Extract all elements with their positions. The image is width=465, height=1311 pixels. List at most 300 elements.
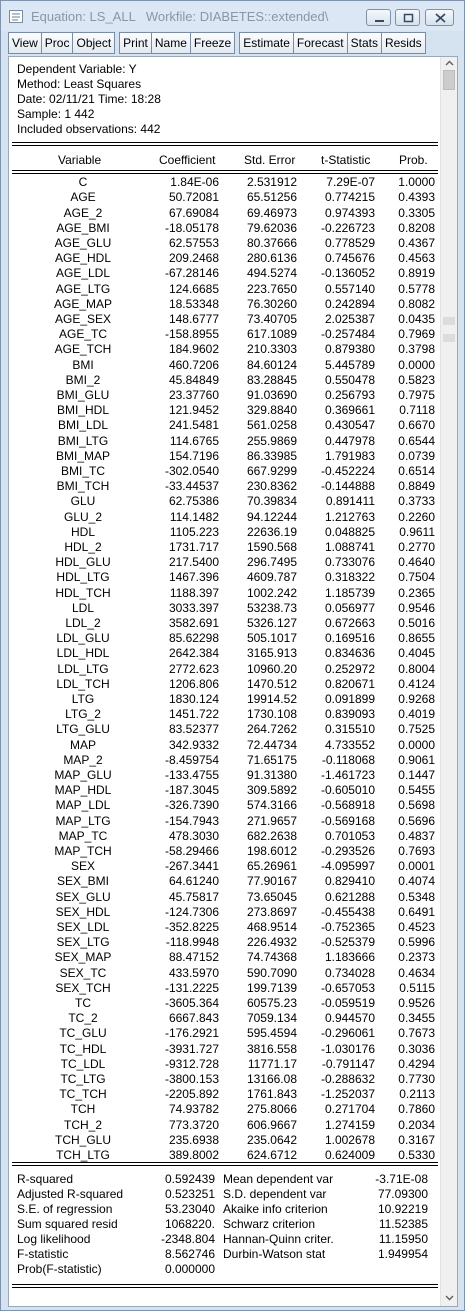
prob-cell: 0.9546 xyxy=(398,600,435,615)
table-row xyxy=(9,677,435,692)
table-row xyxy=(9,768,435,783)
t-statistic-cell: -0.657053 xyxy=(320,980,375,995)
stat-label xyxy=(223,1262,373,1277)
prob-cell: 0.5996 xyxy=(398,935,435,950)
coefficient-cell: 85.62298 xyxy=(168,631,219,646)
stat-value: 0.523251 xyxy=(164,1187,215,1201)
stat-value: 11.52385 xyxy=(378,1217,428,1231)
coefficient-cell: 18.53348 xyxy=(168,296,219,311)
prob-cell: 0.8208 xyxy=(398,220,435,235)
table-row xyxy=(9,616,435,631)
coefficient-cell: -326.7390 xyxy=(164,798,219,813)
table-row xyxy=(9,981,435,996)
prob-cell: 0.5115 xyxy=(399,980,435,995)
table-row xyxy=(9,479,435,494)
t-statistic-cell: -1.461723 xyxy=(320,768,375,783)
std-error-cell: 595.4594 xyxy=(246,1026,297,1041)
stats-row xyxy=(17,1232,428,1247)
variable-cell: BMI_GLU xyxy=(56,387,110,402)
std-error-cell: 667.9299 xyxy=(246,463,297,478)
coefficient-cell: 45.84849 xyxy=(168,372,219,387)
std-error-cell: 624.6712 xyxy=(246,1148,297,1163)
table-row xyxy=(9,829,435,844)
prob-cell: 0.7525 xyxy=(398,722,435,737)
coefficient-cell: 3033.397 xyxy=(168,600,219,615)
table-row xyxy=(9,327,435,342)
table-row xyxy=(9,1133,435,1148)
prob-cell: 0.4634 xyxy=(398,965,435,980)
coefficient-cell: -33.44537 xyxy=(164,479,219,494)
stat-value: 11.15950 xyxy=(378,1232,428,1246)
table-row xyxy=(9,692,435,707)
forecast-button[interactable]: Forecast xyxy=(293,32,348,54)
std-error-cell: 76.30260 xyxy=(246,296,297,311)
table-row xyxy=(9,935,435,950)
std-error-cell: 7059.134 xyxy=(246,1011,297,1026)
title-bar[interactable] xyxy=(1,1,464,31)
prob-cell: 0.7673 xyxy=(398,1026,435,1041)
prob-cell: 0.2770 xyxy=(398,539,435,554)
t-statistic-cell: -0.226723 xyxy=(320,220,375,235)
variable-cell: SEX_MAP xyxy=(54,950,112,965)
column-header-t-statistic: t-Statistic xyxy=(321,153,371,167)
prob-cell: 0.8082 xyxy=(398,296,435,311)
std-error-cell: 19914.52 xyxy=(246,692,297,706)
variable-cell: TC_HDL xyxy=(59,1041,107,1056)
scrollbar-marker xyxy=(443,317,455,325)
prob-cell: 0.3455 xyxy=(398,1011,435,1026)
std-error-cell: 682.2638 xyxy=(246,828,297,843)
stat-label: Akaike info criterion xyxy=(223,1202,328,1216)
coefficient-cell: 184.9602 xyxy=(168,342,219,357)
coefficient-cell: -124.7306 xyxy=(164,904,219,919)
prob-cell: 0.4393 xyxy=(398,190,435,205)
t-statistic-cell: 1.002678 xyxy=(324,1132,375,1147)
t-statistic-cell: -1.030176 xyxy=(320,1041,375,1056)
t-statistic-cell: -0.059519 xyxy=(320,996,375,1011)
variable-cell: TC_LTG xyxy=(60,1072,106,1087)
table-row xyxy=(9,297,435,312)
restore-button[interactable] xyxy=(395,9,420,26)
table-row xyxy=(9,555,435,570)
stat-value: 8.562746 xyxy=(164,1247,215,1261)
prob-cell: 0.4837 xyxy=(398,828,435,843)
stat-value: -3.71E-08 xyxy=(375,1172,428,1186)
proc-button[interactable]: Proc xyxy=(41,32,74,54)
coefficient-cell: 389.8002 xyxy=(168,1148,219,1163)
coefficient-cell: 154.7196 xyxy=(168,448,219,463)
t-statistic-cell: 4.733552 xyxy=(324,737,375,752)
equation-name: Equation: LS_ALL xyxy=(31,9,136,24)
observations-line: Included observations: 442 xyxy=(17,122,161,136)
variable-cell: LDL_2 xyxy=(65,615,101,630)
std-error-cell: 1761.843 xyxy=(246,1087,297,1102)
t-statistic-cell: -0.257484 xyxy=(320,327,375,342)
prob-cell: 0.4074 xyxy=(398,874,435,889)
date-line: Date: 02/11/21 Time: 18:28 xyxy=(17,92,161,106)
close-button[interactable] xyxy=(425,9,454,26)
std-error-cell: 1470.512 xyxy=(246,676,297,691)
prob-cell: 0.4124 xyxy=(398,676,435,691)
variable-cell: TC_LDL xyxy=(60,1056,106,1071)
std-error-cell: 84.60124 xyxy=(246,357,297,372)
table-row xyxy=(9,175,435,190)
stats-gap xyxy=(215,1232,223,1247)
std-error-cell: 226.4932 xyxy=(246,935,297,950)
table-row xyxy=(9,1011,435,1026)
variable-cell: MAP_GLU xyxy=(54,768,112,783)
t-statistic-cell: 0.839093 xyxy=(324,707,375,722)
std-error-cell: 2.531912 xyxy=(246,175,297,190)
variable-cell: BMI_TCH xyxy=(56,479,110,494)
scrollbar-marker xyxy=(443,334,455,342)
table-row xyxy=(9,646,435,661)
table-row xyxy=(9,403,435,418)
coefficient-cell: -3800.153 xyxy=(164,1072,219,1087)
prob-cell: 0.5455 xyxy=(398,783,435,798)
coefficient-cell: -3931.727 xyxy=(164,1041,219,1056)
prob-cell: 0.9061 xyxy=(398,752,435,767)
prob-cell: 0.4045 xyxy=(398,646,435,661)
variable-cell: HDL xyxy=(70,524,95,539)
table-row xyxy=(9,844,435,859)
prob-cell: 0.8004 xyxy=(398,661,435,676)
stats-gap xyxy=(215,1247,223,1262)
restore-icon xyxy=(396,10,421,27)
t-statistic-cell: -0.455438 xyxy=(320,904,375,919)
t-statistic-cell: -0.452224 xyxy=(320,463,375,478)
prob-cell: 0.6670 xyxy=(398,418,435,433)
coefficient-cell: -8.459754 xyxy=(164,752,219,767)
variable-cell: LTG_GLU xyxy=(56,722,110,737)
std-error-cell: 494.5274 xyxy=(246,266,297,281)
table-row xyxy=(9,449,435,464)
variable-cell: SEX xyxy=(70,859,95,874)
std-error-cell: 468.9514 xyxy=(246,920,297,935)
std-error-cell: 91.31380 xyxy=(246,768,297,783)
std-error-cell: 1730.108 xyxy=(246,707,297,722)
stat-value: 53.23040 xyxy=(164,1202,215,1216)
t-statistic-cell: 0.091899 xyxy=(324,692,375,706)
coefficient-cell: -3605.364 xyxy=(164,996,219,1011)
table-row xyxy=(9,236,435,251)
sample-line: Sample: 1 442 xyxy=(17,107,95,121)
t-statistic-cell: 0.271704 xyxy=(324,1102,375,1117)
variable-cell: AGE_TCH xyxy=(54,342,112,357)
coefficient-cell: 62.57553 xyxy=(168,235,219,250)
variable-cell: SEX_TC xyxy=(59,965,107,980)
prob-cell: 0.9611 xyxy=(399,524,435,539)
t-statistic-cell: 5.445789 xyxy=(324,357,375,372)
resids-button[interactable]: Resids xyxy=(381,32,426,54)
coefficient-cell: -9312.728 xyxy=(164,1056,219,1071)
toolbar xyxy=(8,32,430,55)
stat-value: 1068220. xyxy=(164,1217,215,1231)
t-statistic-cell: 0.733076 xyxy=(324,555,375,570)
prob-cell: 0.5778 xyxy=(398,281,435,296)
table-row xyxy=(9,525,435,540)
std-error-cell: 3816.558 xyxy=(246,1041,297,1056)
table-row xyxy=(9,251,435,266)
footer-divider xyxy=(12,1284,438,1288)
t-statistic-cell: -0.293526 xyxy=(320,844,375,859)
stats-gap xyxy=(215,1187,223,1202)
scrollbar-thumb[interactable] xyxy=(443,70,455,90)
coefficient-cell: -67.28146 xyxy=(164,266,219,281)
std-error-cell: 264.7262 xyxy=(246,722,297,737)
stat-label: Log likelihood xyxy=(17,1232,91,1246)
prob-cell: 0.5330 xyxy=(398,1148,435,1163)
coefficient-cell: 67.69084 xyxy=(168,205,219,220)
std-error-cell: 223.7650 xyxy=(246,281,297,296)
coefficient-cell: 1105.223 xyxy=(169,524,219,539)
t-statistic-cell: 0.550478 xyxy=(324,372,375,387)
prob-cell: 0.9526 xyxy=(398,996,435,1011)
prob-cell: 0.6544 xyxy=(398,433,435,448)
prob-cell: 0.7975 xyxy=(398,387,435,402)
stat-label: S.D. dependent var xyxy=(223,1187,327,1201)
prob-cell: 0.8655 xyxy=(398,631,435,646)
print-button[interactable]: Print xyxy=(119,32,152,54)
dependent-variable-line: Dependent Variable: Y xyxy=(17,62,137,76)
coefficient-cell: 121.9452 xyxy=(168,403,219,418)
stats-button[interactable]: Stats xyxy=(347,32,382,54)
output-pane[interactable] xyxy=(8,56,458,1307)
table-row xyxy=(9,814,435,829)
variable-cell: HDL_LTG xyxy=(56,570,110,585)
std-error-cell: 199.7139 xyxy=(246,980,297,995)
coefficient-cell: -18.05178 xyxy=(164,220,219,235)
table-row xyxy=(9,905,435,920)
variable-cell: SEX_HDL xyxy=(55,904,111,919)
std-error-cell: 280.6136 xyxy=(246,251,297,266)
stat-label: Mean dependent var xyxy=(223,1172,334,1186)
table-row xyxy=(9,996,435,1011)
freeze-button[interactable]: Freeze xyxy=(190,32,235,54)
prob-cell: 0.2260 xyxy=(398,509,435,524)
t-statistic-cell: -0.288632 xyxy=(320,1072,375,1087)
variable-cell: HDL_TCH xyxy=(55,585,111,600)
table-row xyxy=(9,1102,435,1117)
t-statistic-cell: 0.820671 xyxy=(324,676,375,691)
t-statistic-cell: 1.185739 xyxy=(324,585,375,600)
t-statistic-cell: 1.212763 xyxy=(324,509,375,524)
coefficient-cell: 1731.717 xyxy=(168,539,219,554)
coefficient-cell: -187.3045 xyxy=(164,783,219,798)
prob-cell: 0.6514 xyxy=(398,463,435,478)
variable-cell: TCH_2 xyxy=(63,1117,102,1132)
prob-cell: 0.7969 xyxy=(398,327,435,342)
variable-cell: BMI_LTG xyxy=(57,433,109,448)
std-error-cell: 3165.913 xyxy=(246,646,297,661)
variable-cell: GLU_2 xyxy=(63,509,103,524)
t-statistic-cell: 7.29E-07 xyxy=(326,175,375,190)
variable-cell: AGE_LDL xyxy=(55,266,111,281)
table-row xyxy=(9,1148,435,1163)
table-row xyxy=(9,920,435,935)
variable-cell: BMI_TC xyxy=(60,463,105,478)
std-error-cell: 590.7090 xyxy=(246,965,297,980)
t-statistic-cell: -0.144888 xyxy=(320,479,375,494)
minimize-icon xyxy=(367,10,392,27)
variable-cell: MAP_LDL xyxy=(55,798,111,813)
coefficient-cell: 62.75386 xyxy=(168,494,219,509)
coefficient-cell: 114.1482 xyxy=(169,509,219,524)
prob-cell: 0.4019 xyxy=(398,707,435,722)
object-button[interactable]: Object xyxy=(72,32,115,54)
variable-cell: TCH_GLU xyxy=(54,1132,111,1147)
scroll-up-arrow-icon[interactable] xyxy=(445,59,454,68)
table-row xyxy=(9,707,435,722)
variable-cell: MAP xyxy=(69,737,96,752)
prob-cell: 0.4640 xyxy=(398,555,435,570)
variable-cell: LDL_GLU xyxy=(56,631,110,646)
prob-cell: 0.1447 xyxy=(398,768,435,783)
coefficient-cell: 23.37760 xyxy=(168,387,219,402)
std-error-cell: 53238.73 xyxy=(246,600,297,615)
t-statistic-cell: 0.369661 xyxy=(324,403,375,418)
table-row xyxy=(9,950,435,965)
std-error-cell: 4609.787 xyxy=(246,570,297,585)
coefficient-cell: 1467.396 xyxy=(168,570,219,585)
std-error-cell: 1590.568 xyxy=(246,539,297,554)
stats-row xyxy=(17,1187,428,1202)
variable-cell: MAP_HDL xyxy=(54,783,112,798)
t-statistic-cell: 2.025387 xyxy=(324,311,375,326)
variable-cell: TCH xyxy=(70,1102,96,1117)
stats-divider xyxy=(12,1162,438,1166)
table-row xyxy=(9,570,435,585)
std-error-cell: 10960.20 xyxy=(246,661,297,676)
variable-cell: AGE_BMI xyxy=(56,220,110,235)
t-statistic-cell: 0.430547 xyxy=(324,418,375,433)
coefficient-cell: 1451.722 xyxy=(168,707,219,722)
stat-label: Hannan-Quinn criter. xyxy=(223,1232,334,1246)
std-error-cell: 235.0642 xyxy=(246,1132,297,1147)
prob-cell: 0.4523 xyxy=(398,920,435,935)
minimize-button[interactable] xyxy=(366,9,391,26)
t-statistic-cell: 0.056977 xyxy=(324,600,375,615)
variable-cell: AGE_TC xyxy=(58,327,107,342)
column-header-divider xyxy=(12,170,438,174)
coefficient-cell: -158.8955 xyxy=(164,327,219,342)
table-row xyxy=(9,601,435,616)
t-statistic-cell: -0.568918 xyxy=(320,798,375,813)
std-error-cell: 329.8840 xyxy=(246,403,297,418)
coefficient-cell: 45.75817 xyxy=(168,889,219,904)
coefficient-cell: 74.93782 xyxy=(168,1102,219,1117)
std-error-cell: 73.65045 xyxy=(246,889,297,904)
std-error-cell: 22636.19 xyxy=(246,524,297,539)
t-statistic-cell: 0.252972 xyxy=(324,661,375,676)
coefficient-cell: -302.0540 xyxy=(164,463,219,478)
stat-label: Durbin-Watson stat xyxy=(223,1247,326,1261)
scroll-down-arrow-icon[interactable] xyxy=(445,1293,454,1302)
std-error-cell: 80.37666 xyxy=(246,235,297,250)
prob-cell: 0.3167 xyxy=(398,1132,435,1147)
std-error-cell: 198.6012 xyxy=(246,844,297,859)
table-row xyxy=(9,874,435,889)
method-line: Method: Least Squares xyxy=(17,77,142,91)
prob-cell: 0.6491 xyxy=(398,904,435,919)
stats-gap xyxy=(215,1217,223,1232)
header-divider xyxy=(12,142,438,146)
prob-cell: 0.7730 xyxy=(398,1072,435,1087)
prob-cell: 1.0000 xyxy=(398,175,435,190)
coefficient-cell: 50.72081 xyxy=(168,190,219,205)
stats-row xyxy=(17,1172,428,1187)
std-error-cell: 60575.23 xyxy=(246,996,297,1011)
prob-cell: 0.2365 xyxy=(398,585,435,600)
t-statistic-cell: -0.136052 xyxy=(320,266,375,281)
std-error-cell: 574.3166 xyxy=(246,798,297,813)
prob-cell: 0.0001 xyxy=(398,859,435,874)
coefficient-cell: -176.2921 xyxy=(164,1026,219,1041)
variable-cell: TC_2 xyxy=(68,1011,98,1026)
std-error-cell: 561.0258 xyxy=(246,418,297,433)
coefficient-cell: -131.2225 xyxy=(164,980,219,995)
table-row xyxy=(9,1026,435,1041)
variable-cell: SEX_LDL xyxy=(56,920,110,935)
table-row xyxy=(9,722,435,737)
t-statistic-cell: 1.274159 xyxy=(324,1117,375,1132)
variable-cell: TCH_LTG xyxy=(56,1148,110,1163)
variable-cell: BMI_LDL xyxy=(57,418,109,433)
workfile-name: Workfile: DIABETES::extended\ xyxy=(145,9,329,24)
t-statistic-cell: 0.621288 xyxy=(324,889,375,904)
coefficient-cell: 773.3720 xyxy=(168,1117,219,1132)
coefficient-cell: 1830.124 xyxy=(168,692,219,706)
t-statistic-cell: 0.242894 xyxy=(324,296,375,311)
stat-value: 0.000000 xyxy=(164,1262,215,1276)
prob-cell: 0.5348 xyxy=(398,889,435,904)
coefficient-cell: 209.2468 xyxy=(168,251,219,266)
view-button[interactable]: View xyxy=(8,32,42,54)
std-error-cell: 275.8066 xyxy=(246,1102,297,1117)
table-row xyxy=(9,1118,435,1133)
prob-cell: 0.9268 xyxy=(398,692,435,706)
variable-cell: MAP_TCH xyxy=(54,844,112,859)
coefficient-cell: 235.6938 xyxy=(168,1132,219,1147)
t-statistic-cell: 0.315510 xyxy=(324,722,375,737)
t-statistic-cell: 0.974393 xyxy=(324,205,375,220)
variable-cell: AGE_MAP xyxy=(53,296,113,311)
t-statistic-cell: -0.605010 xyxy=(320,783,375,798)
variable-cell: TC_TCH xyxy=(59,1087,107,1102)
variable-cell: LTG xyxy=(71,692,95,706)
prob-cell: 0.0739 xyxy=(398,448,435,463)
coefficient-cell: 241.5481 xyxy=(168,418,219,433)
stat-label: R-squared xyxy=(17,1172,74,1186)
stats-gap xyxy=(215,1262,223,1277)
name-button[interactable]: Name xyxy=(151,32,191,54)
std-error-cell: 271.9657 xyxy=(246,813,297,828)
vertical-scrollbar[interactable] xyxy=(440,57,457,1306)
std-error-cell: 72.44734 xyxy=(246,737,297,752)
t-statistic-cell: -0.752365 xyxy=(320,920,375,935)
estimate-button[interactable]: Estimate xyxy=(239,32,294,54)
std-error-cell: 79.62036 xyxy=(246,220,297,235)
t-statistic-cell: 1.183666 xyxy=(324,950,375,965)
std-error-cell: 505.1017 xyxy=(246,631,297,646)
prob-cell: 0.7693 xyxy=(398,844,435,859)
table-row xyxy=(9,464,435,479)
coefficient-cell: 2772.623 xyxy=(168,661,219,676)
variable-cell: AGE_SEX xyxy=(54,311,112,326)
stat-value: 1.949954 xyxy=(377,1247,428,1261)
table-row xyxy=(9,418,435,433)
prob-cell: 0.4294 xyxy=(398,1056,435,1071)
